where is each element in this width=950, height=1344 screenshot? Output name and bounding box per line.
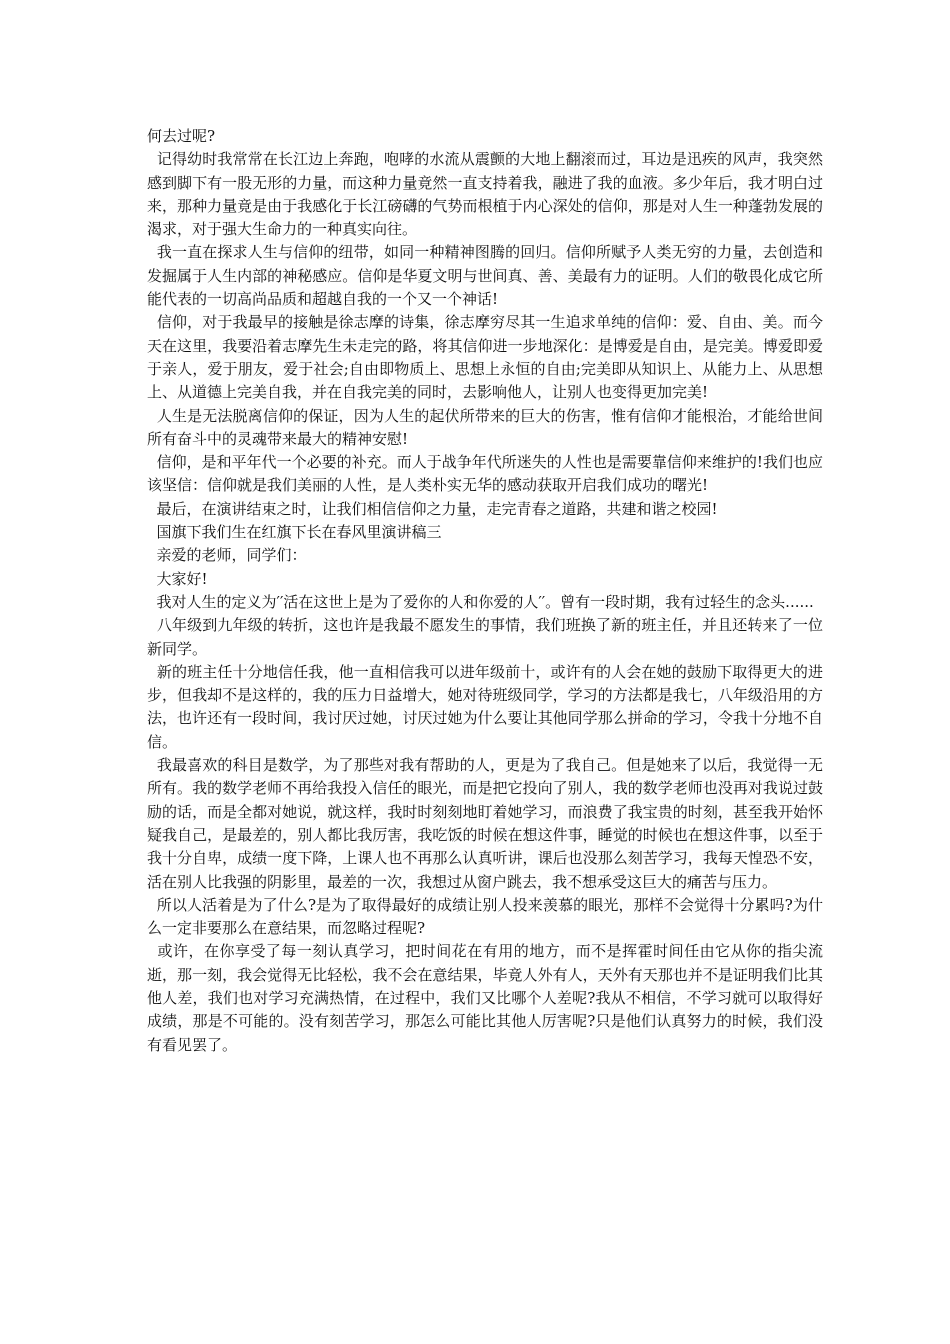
paragraph: 信仰，对于我最早的接触是徐志摩的诗集，徐志摩穷尽其一生追求单纯的信仰：爱、自由、美。而今天在这里，我要沿着志摩先生未走完的路，将其信仰进一步地深化：是博爱是自由，是完美。博爱即爱于亲人，爱于朋友，爱于社会;自由即物质上、思想上永恒的自由;完美即从知识上、从能力上、从思想上、从道德上完美自我，并在自我完美的同时，去影响他人，让别人也变得更加完美! [147, 313, 823, 402]
paragraph: 何去过呢? [147, 127, 216, 145]
paragraph: 我一直在探求人生与信仰的纽带，如同一种精神图腾的回归。信仰所赋予人类无穷的力量，去创造和发掘属于人生内部的神秘感应。信仰是华夏文明与世间真、善、美最有力的证明。人们的敬畏化成它所能代表的一切高尚品质和超越自我的一个又一个神话! [147, 243, 823, 309]
paragraph: 人生是无法脱离信仰的保证，因为人生的起伏所带来的巨大的伤害，惟有信仰才能根治，才能给世间所有奋斗中的灵魂带来最大的精神安慰! [147, 406, 823, 448]
section-title: 国旗下我们生在红旗下长在春风里演讲稿三 [147, 523, 442, 542]
salutation: 亲爱的老师，同学们： [147, 546, 307, 565]
paragraph: 所以人活着是为了什么?是为了取得最好的成绩让别人投来羡慕的眼光，那样不会觉得十分累吗?为什么一定非要那么在意结果，而忽略过程呢? [147, 895, 823, 938]
paragraph: 或许，在你享受了每一刻认真学习，把时间花在有用的地方，而不是挥霍时间任由它从你的指尖流逝，那一刻，我会觉得无比轻松，我不会在意结果，毕竟人外有人，天外有天那也并不是证明我们比其他人差，我们也对学习充满热情，在过程中，我们又比哪个人差呢?我从不相信，不学习就可以取得好成绩，那是不可能的。没有刻苦学习，那怎么可能比其他人厉害呢?只是他们认真努力的时候，我们没有看见罢了。 [147, 942, 823, 1054]
paragraph: 新的班主任十分地信任我，他一直相信我可以进年级前十，或许有的人会在她的鼓励下取得更大的进步，但我却不是这样的，我的压力日益增大，她对待班级同学，学习的方法都是我七，八年级沿用的方法，也许还有一段时间，我讨厌过她，讨厌过她为什么要让其他同学那么拼命的学习，令我十分地不自信。 [147, 662, 823, 751]
document-body [147, 125, 823, 1057]
paragraph: 我最喜欢的科目是数学，为了那些对我有帮助的人，更是为了我自己。但是她来了以后，我觉得一无所有。我的数学老师不再给我投入信任的眼光，而是把它投向了别人，我的数学老师也没再对我说过鼓励的话，而是全都对她说，就这样，我时时刻刻地盯着她学习，而浪费了我宝贵的时刻，甚至我开始怀疑我自己，是最差的，别人都比我厉害，我吃饭的时候在想这件事，睡觉的时候也在想这件事，以至于我十分自卑，成绩一度下降，上课人也不再那么认真听讲，课后也没那么刻苦学习，我每天惶恐不安，活在别人比我强的阴影里，最差的一次，我想过从窗户跳去，我不想承受这巨大的痛苦与压力。 [147, 756, 823, 891]
paragraph: 我对人生的定义为′′活在这世上是为了爱你的人和你爱的人′′。曾有一段时期，我有过轻生的念头...... [147, 592, 814, 611]
paragraph: 八年级到九年级的转折，这也许是我最不愿发生的事情，我们班换了新的班主任，并且还转来了一位新同学。 [147, 616, 823, 658]
greeting: 大家好! [147, 569, 208, 588]
paragraph: 信仰，是和平年代一个必要的补充。而人于战争年代所迷失的人性也是需要靠信仰来维护的!我们也应该坚信：信仰就是我们美丽的人性，是人类朴实无华的感动获取开启我们成功的曙光! [147, 453, 823, 495]
paragraph: 记得幼时我常常在长江边上奔跑，咆哮的水流从震颤的大地上翻滚而过，耳边是迅疾的风声，我突然感到脚下有一股无形的力量，而这种力量竟然一直支持着我，融进了我的血液。多少年后，我才明白过来，那种力量竟是由于我感化于长江磅礴的气势而根植于内心深处的信仰，那是对人生一种蓬勃发展的渴求，对于强大生命力的一种真实向往。 [147, 150, 823, 239]
paragraph: 最后，在演讲结束之时，让我们相信信仰之力量，走完青春之道路，共建和谐之校园! [147, 499, 718, 518]
